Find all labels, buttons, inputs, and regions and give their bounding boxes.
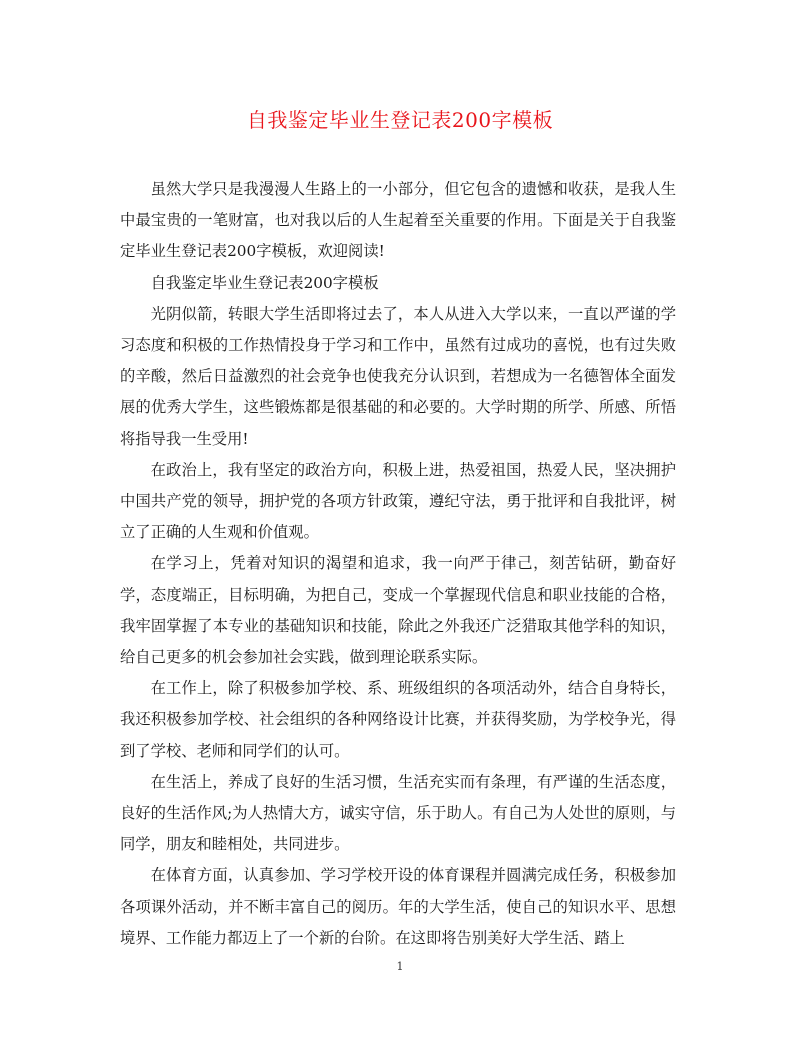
paragraph-study: 在学习上，凭着对知识的渴望和追求，我一向严于律己，刻苦钻研，勤奋好学，态度端正，目标明确，为把自己，变成一个掌握现代信息和职业技能的合格，我牢固掌握了本专业的基础知识和技能，除此之外我还广泛猎取其他学科的知识，给自己更多的机会参加社会实践，做到理论联系实际。 <box>120 554 676 667</box>
paragraph-sports: 在体育方面，认真参加、学习学校开设的体育课程并圆满完成任务，积极参加各项课外活动，并不断丰富自己的阅历。年的大学生活，使自己的知识水平、思想境界、工作能力都迈上了一个新的台阶。在这即将告别美好大学生活、踏上 <box>120 866 676 947</box>
paragraph-overview: 光阴似箭，转眼大学生活即将过去了，本人从进入大学以来，一直以严谨的学习态度和积极的工作热情投身于学习和工作中，虽然有过成功的喜悦，也有过失败的辛酸，然后日益激烈的社会竞争也使我充分认识到，若想成为一名德智体全面发展的优秀大学生，这些锻炼都是很基础的和必要的。大学时期的所学、所感、所悟将指导我一生受用! <box>120 304 676 448</box>
paragraph-work: 在工作上，除了积极参加学校、系、班级组织的各项活动外，结合自身特长，我还积极参加学校、社会组织的各种网络设计比赛，并获得奖励，为学校争光，得到了学校、老师和同学们的认可。 <box>120 679 676 760</box>
paragraph-subtitle: 自我鉴定毕业生登记表200字模板 <box>150 273 379 292</box>
document-body <box>120 174 676 954</box>
paragraph-politics: 在政治上，我有坚定的政治方向，积极上进，热爱祖国，热爱人民，坚决拥护中国共产党的领导，拥护党的各项方针政策，遵纪守法，勇于批评和自我批评，树立了正确的人生观和价值观。 <box>120 460 676 542</box>
document-title: 自我鉴定毕业生登记表200字模板 <box>246 108 554 132</box>
page-number: 1 <box>396 960 404 973</box>
paragraph-life: 在生活上，养成了良好的生活习惯，生活充实而有条理，有严谨的生活态度，良好的生活作风;为人热情大方，诚实守信，乐于助人。有自己为人处世的原则，与同学，朋友和睦相处，共同进步。 <box>120 772 676 854</box>
paragraph-intro: 虽然大学只是我漫漫人生路上的一小部分，但它包含的遗憾和收获，是我人生中最宝贵的一笔财富，也对我以后的人生起着至关重要的作用。下面是关于自我鉴定毕业生登记表200字模板，欢迎阅读! <box>120 180 676 261</box>
